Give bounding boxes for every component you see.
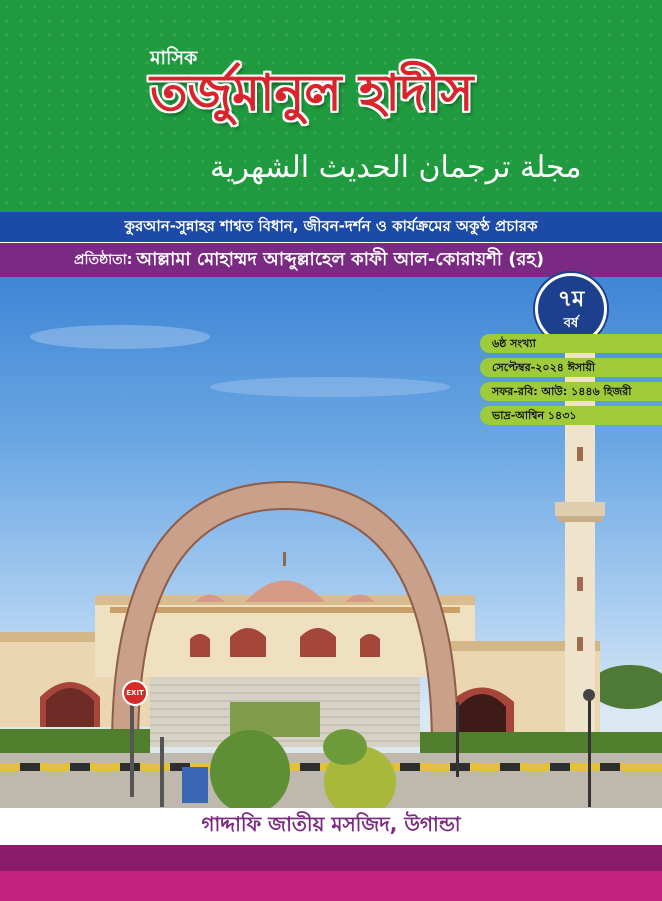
tagline-text: কুরআন-সুন্নাহর শাশ্বত বিধান, জীবন-দর্শন ও কার্যক্রমের অকুণ্ঠ প্রচারক [124,216,538,235]
gregorian-date-pill: সেপ্টেম্বর-২০২৪ ঈসায়ী [480,358,662,377]
founder-band [0,243,662,277]
bangla-date-pill: ভাদ্র-আশ্বিন ১৪৩১ [480,406,662,425]
issue-number-pill: ৬ষ্ঠ সংখ্যা [480,334,662,353]
frequency-label: মাসিক [150,47,198,69]
arabic-title: مجلة ترجمان الحديث الشهرية [210,150,582,185]
exit-sign [122,680,148,706]
magazine-title: তর্জুমানুল হাদীস [150,64,474,122]
founder-name: আল্লামা মোহাম্মদ আব্দুল্লাহেল কাফী আল-কোরায়শী (রহ) [136,248,545,270]
exit-sign-text: EXIT [126,689,144,697]
founder-label: প্রতিষ্ঠাতা: [74,252,133,268]
year-number: ৭ম [557,287,585,312]
footer-band-maroon [0,845,662,871]
header-band [0,0,662,212]
hijri-date-pill: সফর-রবি: আউ: ১৪৪৬ হিজরী [480,382,662,401]
footer-band-pink [0,871,662,901]
tagline-band [0,212,662,242]
photo-caption: গাদ্দাফি জাতীয় মসজিদ, উগান্ডা [201,811,461,836]
year-label: বর্ষ [563,316,579,331]
photo-caption-band [0,808,662,844]
